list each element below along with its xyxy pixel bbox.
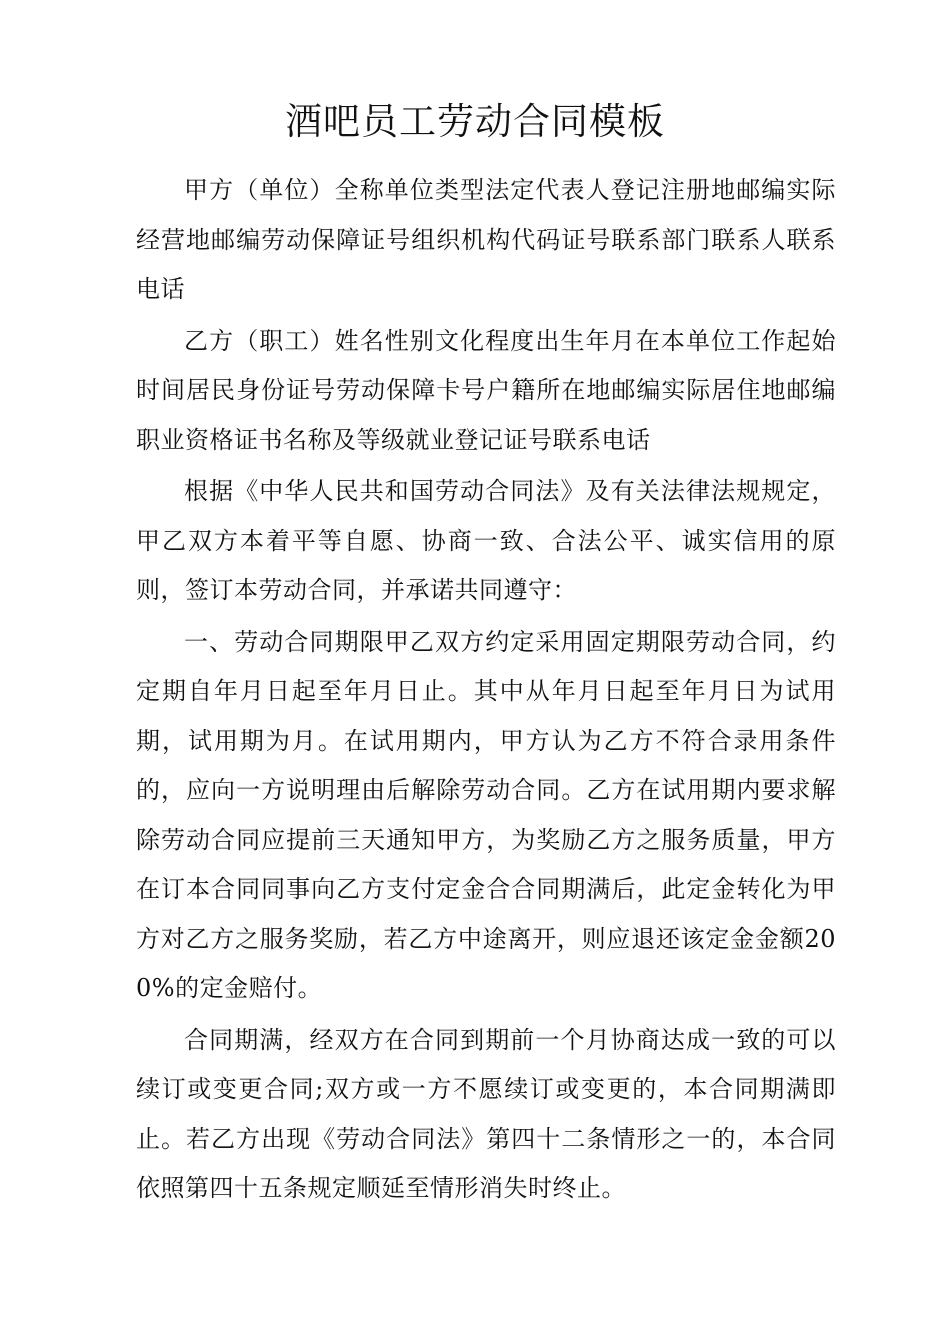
paragraph-contract-expiry: 合同期满，经双方在合同到期前一个月协商达成一致的可以续订或变更合同;双方或一方不愿续订或变更的，本合同期满即止。若乙方出现《劳动合同法》第四十二条情形之一的，本合同依照第四十五条规定顺延至情形消失时终止。 (136, 1025, 836, 1202)
paragraph-legal-basis: 根据《中华人民共和国劳动合同法》及有关法律法规规定，甲乙双方本着平等自愿、协商一致、合法公平、诚实信用的原则，签订本劳动合同，并承诺共同遵守： (136, 477, 836, 604)
document-title: 酒吧员工劳动合同模板 (285, 100, 665, 143)
document-body (136, 166, 836, 1216)
paragraph-party-a: 甲方（单位）全称单位类型法定代表人登记注册地邮编实际经营地邮编劳动保障证号组织机构代码证号联系部门联系人联系电话 (136, 176, 836, 303)
paragraph-party-b: 乙方（职工）姓名性别文化程度出生年月在本单位工作起始时间居民身份证号劳动保障卡号户籍所在地邮编实际居住地邮编职业资格证书名称及等级就业登记证号联系电话 (136, 326, 836, 454)
paragraph-contract-term: 一、劳动合同期限甲乙双方约定采用固定期限劳动合同，约定期自年月日起至年月日止。其中从年月日起至年月日为试用期，试用期为月。在试用期内，甲方认为乙方不符合录用条件的，应向一方说明理由后解除劳动合同。乙方在试用期内要求解除劳动合同应提前三天通知甲方，为奖励乙方之服务质量，甲方在订本合同同事向乙方支付定金合合同期满后，此定金转化为甲方对乙方之服务奖励，若乙方中途离开，则应退还该定金金额200%的定金赔付。 (136, 627, 836, 1002)
